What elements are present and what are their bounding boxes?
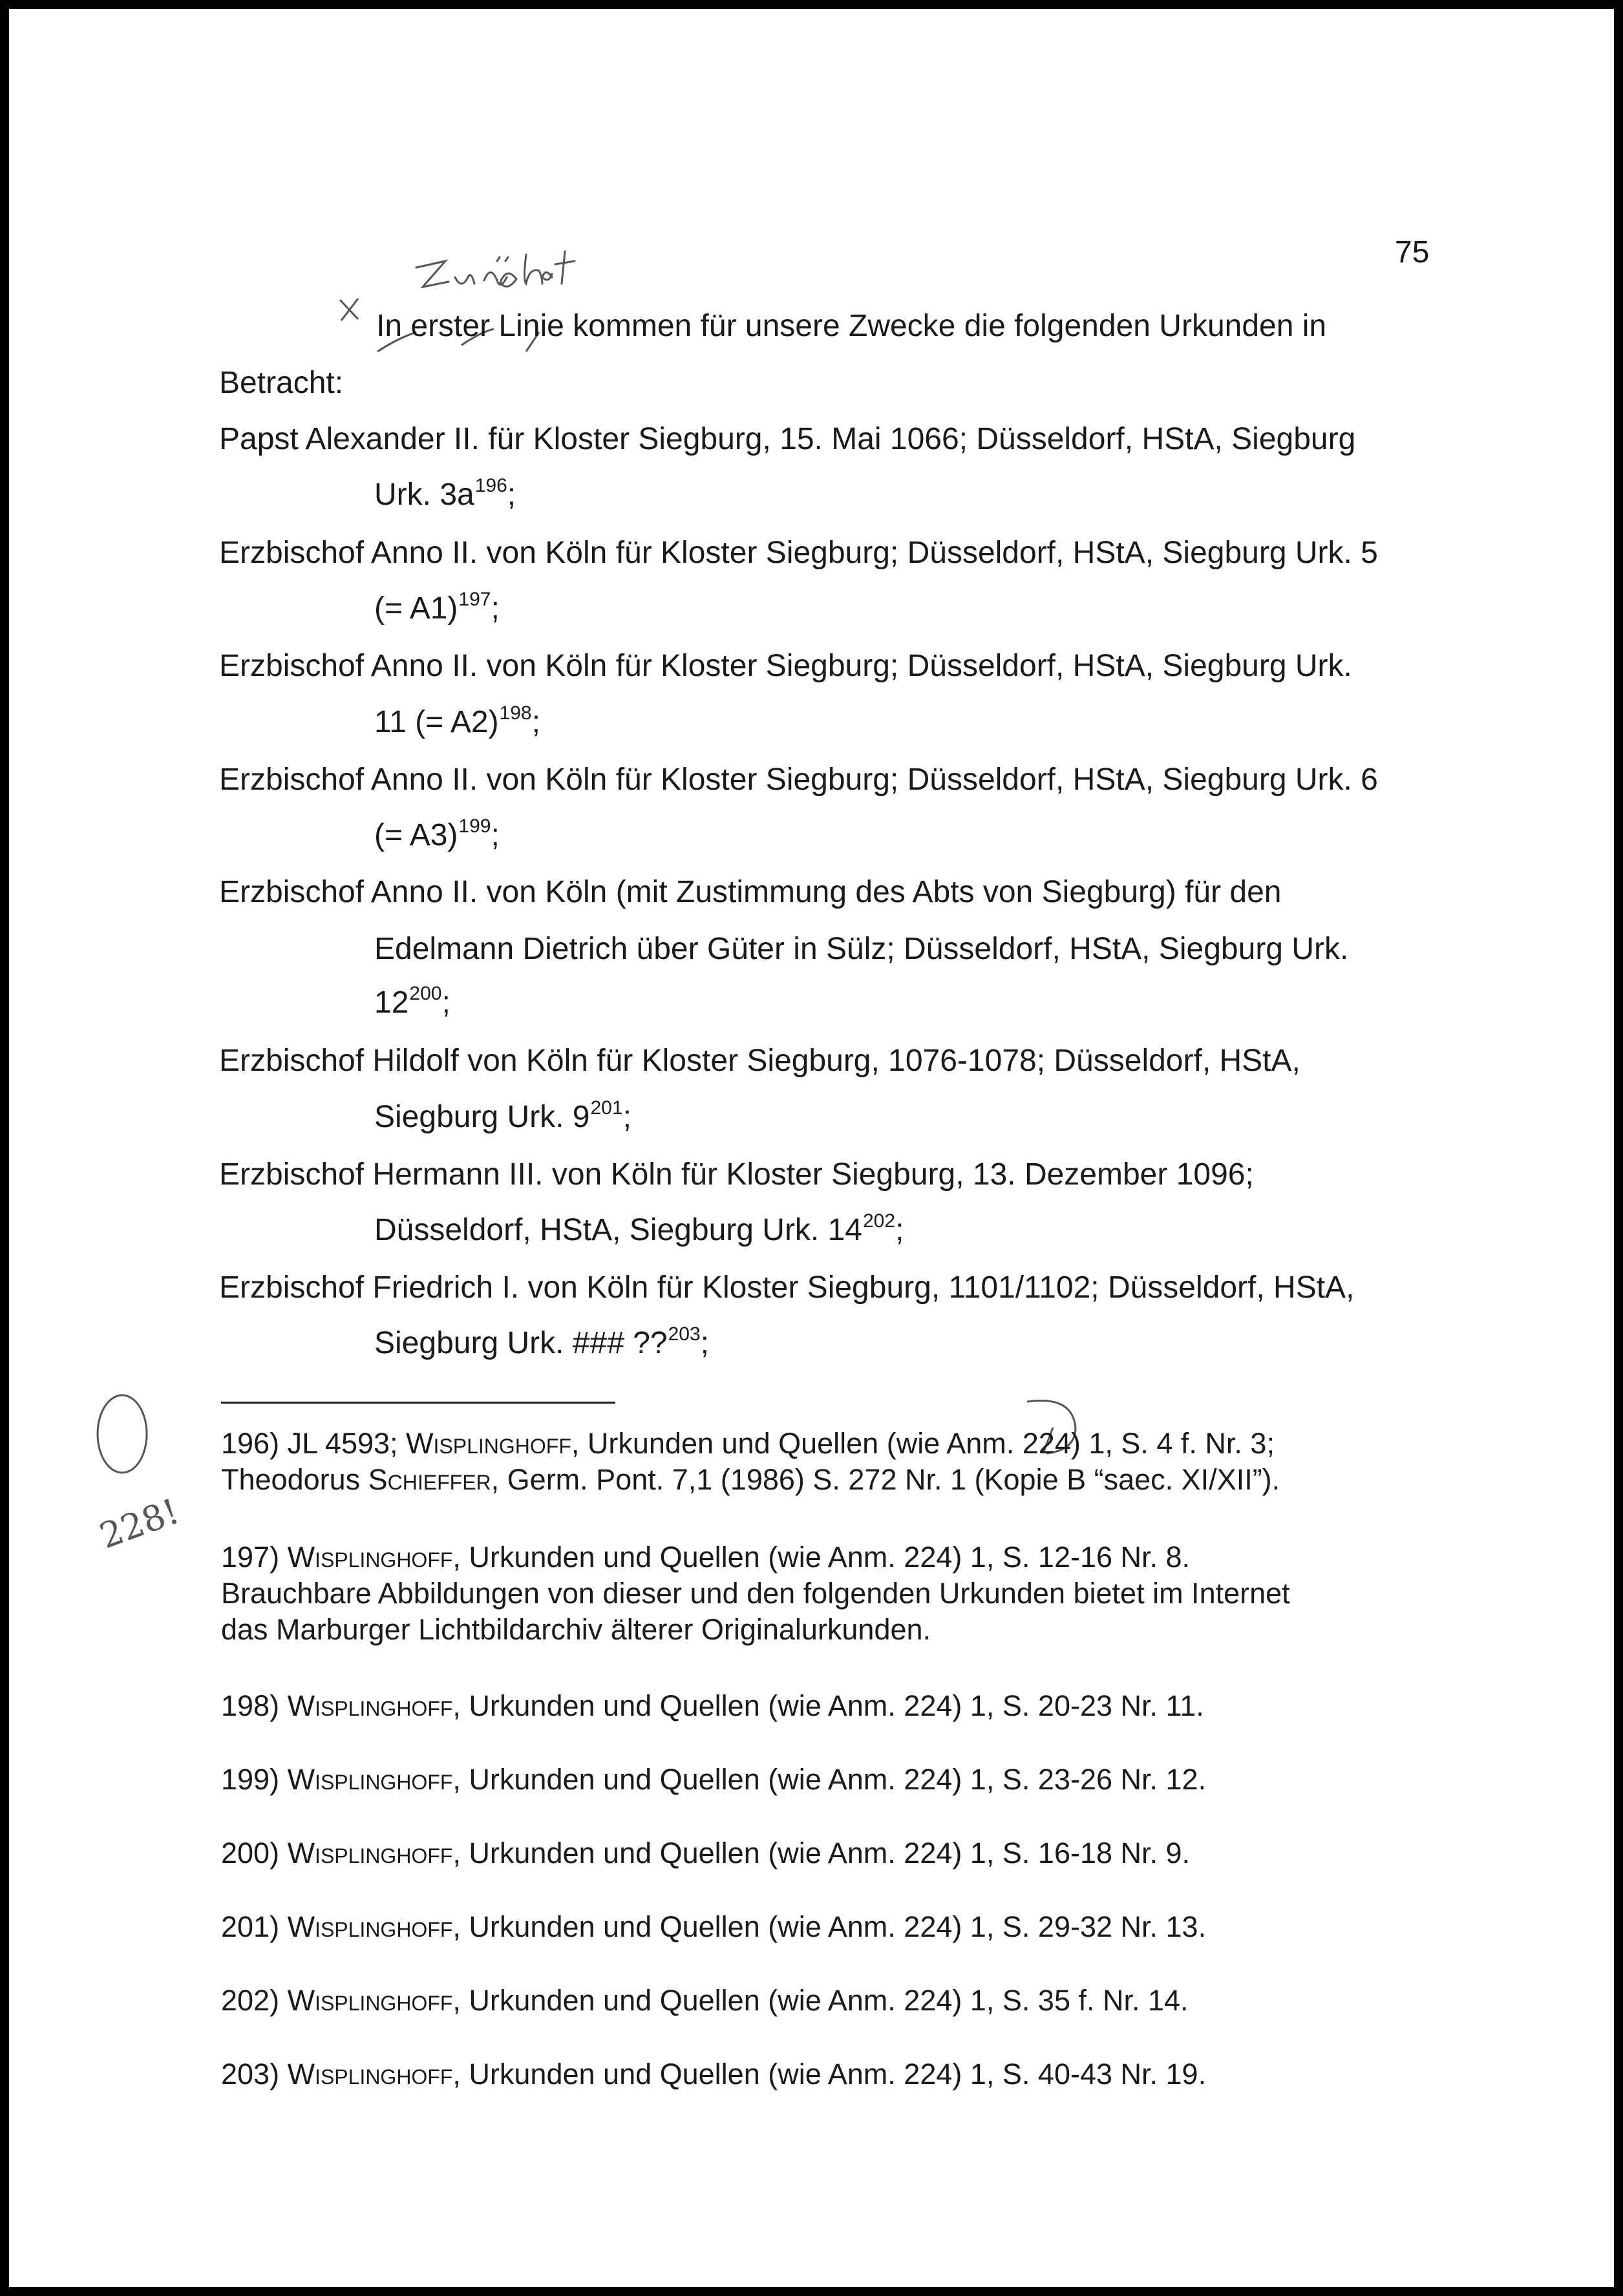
entry-201-line-1: Erzbischof Hildolf von Köln für Kloster Siegburg, 1076-1078; Düsseldorf, HStA, (219, 1044, 1300, 1078)
footnote-ref-198[interactable]: 198 (499, 702, 532, 724)
footnote-separator (221, 1402, 615, 1404)
footnote-202: 202) Wisplinghoff, Urkunden und Quellen (wie Anm. 224) 1, S. 35 f. Nr. 14. (221, 1984, 1189, 2017)
footnote-ref-203[interactable]: 203 (668, 1323, 701, 1345)
entry-198-line-2: 11 (= A2)$^{198}$; (374, 702, 540, 739)
intro-line-2: Betracht: (219, 366, 344, 400)
svg-text:228!: 228! (94, 1490, 184, 1557)
entry-202-line-2: Düsseldorf, HStA, Siegburg Urk. $14^{202}$; (374, 1210, 904, 1247)
footnote-203: 203) Wisplinghoff, Urkunden und Quellen (wie Anm. 224) 1, S. 40-43 Nr. 19. (221, 2058, 1207, 2091)
entry-201-line-2: Siegburg Urk. $9^{201}$; (374, 1097, 631, 1134)
footnote-ref-196[interactable]: 196 (474, 475, 507, 496)
footnote-196: 196) JL 4593; Wisplinghoff, Urkunden und Quellen (wie Anm. 224) 1, S. 4 f. Nr. 3; Theodorus Schieffer, Germ. Pont. 7,1 (1986) S. 272 Nr. 1 (Kopie B “saec. XI/XII”). (221, 1427, 1280, 1496)
footnote-197: 197) Wisplinghoff, Urkunden und Quellen (wie Anm. 224) 1, S. 12-16 Nr. 8. Brauchbare Abbildungen von dieser und den folgenden Urkunden bietet im Internet das Marburger Lichtbildarchiv älterer Originalurkunden. (221, 1541, 1290, 1646)
entry-202-line-1: Erzbischof Hermann III. von Köln für Kloster Siegburg, 13. Dezember 1096; (219, 1157, 1254, 1192)
entry-200-line-1: Erzbischof Anno II. von Köln (mit Zustimmung des Abts von Siegburg) für den (219, 875, 1282, 909)
entry-196-line-2: Urk. $3a^{196}$; (374, 475, 516, 512)
entry-197-line-1: Erzbischof Anno II. von Köln für Kloster Siegburg; Düsseldorf, HStA, Siegburg Urk. 5 (219, 536, 1378, 570)
footnote-ref-201[interactable]: 201 (590, 1097, 623, 1119)
footnote-ref-200[interactable]: 200 (409, 983, 442, 1004)
footnote-ref-197[interactable]: 197 (458, 589, 491, 610)
entry-203-line-1: Erzbischof Friedrich I. von Köln für Kloster Siegburg, 1101/1102; Düsseldorf, HStA, (219, 1270, 1355, 1305)
document-page (9, 9, 1614, 2287)
entry-200-line-2: Edelmann Dietrich über Güter in Sülz; Düsseldorf, HStA, Siegburg Urk. (374, 932, 1349, 966)
footnote-200: 200) Wisplinghoff, Urkunden und Quellen (wie Anm. 224) 1, S. 16-18 Nr. 9. (221, 1837, 1191, 1869)
footnote-199: 199) Wisplinghoff, Urkunden und Quellen (wie Anm. 224) 1, S. 23-26 Nr. 12. (221, 1763, 1207, 1796)
footnote-201: 201) Wisplinghoff, Urkunden und Quellen (wie Anm. 224) 1, S. 29-32 Nr. 13. (221, 1910, 1207, 1943)
footnote-ref-202[interactable]: 202 (863, 1210, 896, 1232)
entry-203-line-2: Siegburg Urk. ### ??$^{203}$; (374, 1323, 710, 1360)
intro-line-1: In erster Linie kommen für unsere Zwecke die folgenden Urkunden in (376, 309, 1327, 343)
footnote-ref-199[interactable]: 199 (458, 816, 491, 837)
entry-197-line-2: (= A1)$^{197}$; (374, 589, 500, 626)
entry-199-line-2: (= A3)$^{199}$; (374, 816, 500, 852)
entry-199-line-1: Erzbischof Anno II. von Köln für Kloster Siegburg; Düsseldorf, HStA, Siegburg Urk. 6 (219, 763, 1378, 797)
page-number: 75 (1395, 235, 1430, 269)
entry-200-line-3: $12^{200}$; (374, 983, 451, 1020)
entry-196-line-1: Papst Alexander II. für Kloster Siegburg, 15. Mai 1066; Düsseldorf, HStA, Siegburg (219, 422, 1356, 456)
footnote-198: 198) Wisplinghoff, Urkunden und Quellen (wie Anm. 224) 1, S. 20-23 Nr. 11. (221, 1689, 1204, 1722)
handwritten-margin-note (87, 1385, 216, 1566)
entry-198-line-1: Erzbischof Anno II. von Köln für Kloster Siegburg; Düsseldorf, HStA, Siegburg Urk. (219, 649, 1352, 683)
